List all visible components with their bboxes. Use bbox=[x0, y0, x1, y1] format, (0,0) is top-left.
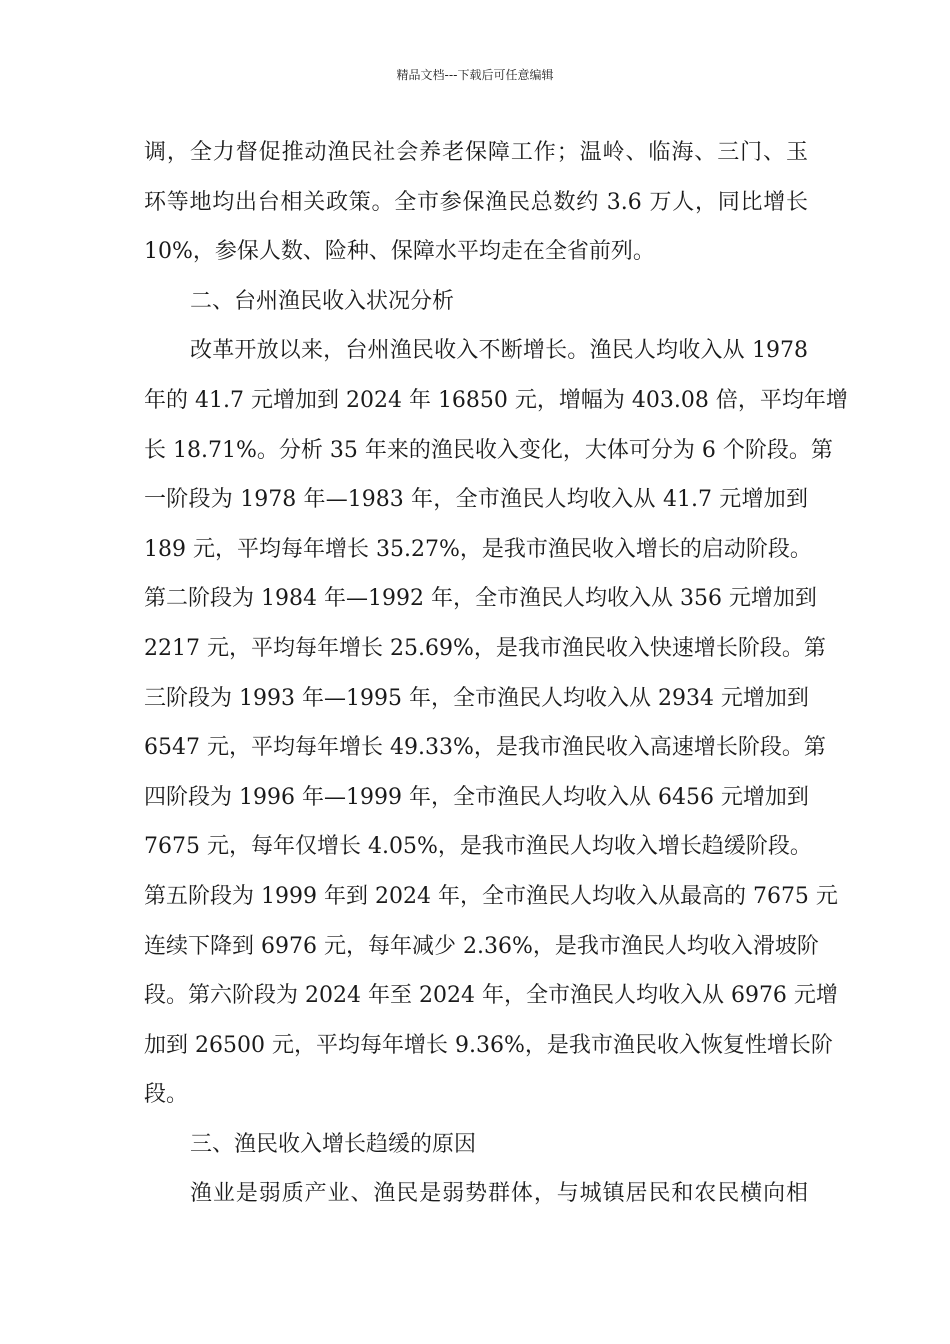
text-line: 年的 41.7 元增加到 2024 年 16850 元，增幅为 403.08 倍，平均年增 bbox=[144, 387, 848, 413]
text-line: 四阶段为 1996 年—1999 年，全市渔民人均收入从 6456 元增加到 bbox=[144, 784, 809, 810]
text-line: 加到 26500 元，平均每年增长 9.36%，是我市渔民收入恢复性增长阶 bbox=[144, 1032, 833, 1058]
text-line: 第五阶段为 1999 年到 2024 年，全市渔民人均收入从最高的 7675 元 bbox=[144, 883, 838, 909]
section-heading: 三、渔民收入增长趋缓的原因 bbox=[190, 1131, 477, 1157]
text-line: 三阶段为 1993 年—1995 年，全市渔民人均收入从 2934 元增加到 bbox=[144, 685, 809, 711]
text-line: 段。第六阶段为 2024 年至 2024 年，全市渔民人均收入从 6976 元增 bbox=[144, 983, 838, 1009]
text-line: 第二阶段为 1984 年—1992 年，全市渔民人均收入从 356 元增加到 bbox=[144, 586, 817, 612]
text-line: 连续下降到 6976 元，每年减少 2.36%，是我市渔民人均收入滑坡阶 bbox=[144, 933, 819, 959]
text-line: 渔业是弱质产业、渔民是弱势群体，与城镇居民和农民横向相 bbox=[190, 1181, 808, 1207]
text-line: 段。 bbox=[144, 1082, 189, 1108]
text-line: 7675 元，每年仅增长 4.05%，是我市渔民人均收入增长趋缓阶段。 bbox=[144, 834, 812, 860]
page-header: 精品文档---下载后可任意编辑 bbox=[396, 68, 554, 82]
text-line: 2217 元，平均每年增长 25.69%，是我市渔民收入快速增长阶段。第 bbox=[144, 635, 826, 661]
text-line: 一阶段为 1978 年—1983 年，全市渔民人均收入从 41.7 元增加到 bbox=[144, 487, 808, 513]
text-line: 189 元，平均每年增长 35.27%，是我市渔民收入增长的启动阶段。 bbox=[144, 536, 812, 562]
text-line: 调，全力督促推动渔民社会养老保障工作；温岭、临海、三门、玉 bbox=[144, 140, 808, 165]
text-line: 6547 元，平均每年增长 49.33%，是我市渔民收入高速增长阶段。第 bbox=[144, 735, 826, 761]
text-line: 环等地均出台相关政策。全市参保渔民总数约 3.6 万人，同比增长 bbox=[144, 189, 808, 215]
section-heading: 二、台州渔民收入状况分析 bbox=[190, 288, 455, 314]
text-line: 长 18.71%。分析 35 年来的渔民收入变化，大体可分为 6 个阶段。第 bbox=[144, 437, 833, 463]
text-line: 10%，参保人数、险种、保障水平均走在全省前列。 bbox=[144, 239, 655, 265]
text-line: 改革开放以来，台州渔民收入不断增长。渔民人均收入从 1978 bbox=[190, 338, 808, 364]
document-body bbox=[144, 128, 848, 1219]
